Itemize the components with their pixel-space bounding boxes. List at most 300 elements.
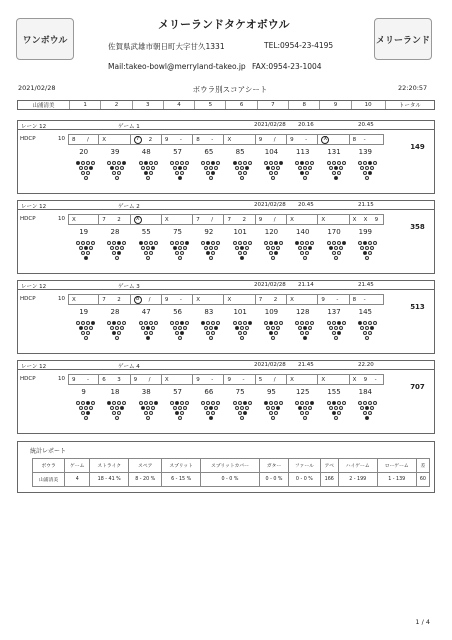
pin-marker — [91, 241, 95, 245]
throw-mark: 8 — [352, 297, 357, 303]
end-time: 21.45 — [358, 282, 374, 288]
stat-value: 60 — [416, 473, 429, 487]
pin-marker — [334, 406, 338, 410]
pin-marker — [112, 401, 116, 405]
lane-label: レーン 12 — [21, 124, 47, 130]
pin-marker — [122, 401, 126, 405]
pin-marker — [365, 416, 369, 420]
pin-marker — [185, 241, 189, 245]
frame-score: 137 — [327, 308, 341, 316]
pin-marker — [81, 161, 85, 165]
pin-marker — [235, 406, 239, 410]
pin-marker — [368, 321, 372, 325]
pin-marker — [120, 326, 124, 330]
lane-label: レーン 12 — [21, 204, 47, 210]
hdcp-value: 10 — [58, 136, 65, 142]
throw-mark: 9 — [290, 137, 294, 143]
throw-mark: - — [179, 297, 182, 303]
pin-marker — [117, 321, 121, 325]
start-time: 21.45 — [298, 362, 314, 368]
pin-marker — [180, 171, 184, 175]
pin-marker — [342, 321, 346, 325]
pin-marker — [84, 166, 88, 170]
pin-marker — [248, 401, 252, 405]
pin-marker — [144, 401, 148, 405]
pin-marker — [332, 171, 336, 175]
frame-score: 145 — [358, 308, 372, 316]
throw-mark: 9 — [196, 377, 200, 383]
throw-row — [18, 294, 434, 305]
pin-marker — [365, 336, 369, 340]
pin-diagram — [226, 400, 257, 420]
pin-marker — [269, 401, 273, 405]
stat-header: ストライク — [90, 459, 129, 473]
pin-marker — [144, 411, 148, 415]
pin-diagram — [195, 240, 226, 260]
pin-marker — [206, 401, 210, 405]
pin-marker — [363, 251, 367, 255]
throw-mark: - — [305, 137, 308, 143]
pin-marker — [360, 326, 364, 330]
pin-marker — [334, 326, 338, 330]
pin-marker — [81, 331, 85, 335]
pin-marker — [91, 161, 95, 165]
frame-score: 9 — [81, 388, 86, 396]
pin-marker — [308, 406, 312, 410]
pin-diagram — [258, 160, 289, 180]
pin-marker — [170, 161, 174, 165]
pin-marker — [368, 161, 372, 165]
frame-box — [68, 374, 99, 385]
pin-marker — [363, 241, 367, 245]
pin-marker — [91, 401, 95, 405]
pin-marker — [146, 246, 150, 250]
frame-box — [256, 294, 287, 305]
pin-marker — [243, 171, 247, 175]
pin-marker — [243, 401, 247, 405]
pin-marker — [233, 241, 237, 245]
pin-marker — [110, 246, 114, 250]
stat-header: アベ — [320, 459, 338, 473]
pin-marker — [117, 411, 121, 415]
game-block — [17, 200, 435, 274]
frame-score: 85 — [235, 148, 245, 156]
score-row — [68, 388, 381, 396]
pin-marker — [149, 251, 153, 255]
frame-score: 65 — [204, 148, 214, 156]
throw-mark: 3 — [117, 377, 121, 383]
pin-marker — [271, 166, 275, 170]
pin-marker — [144, 331, 148, 335]
throw-mark: - — [179, 137, 182, 143]
game-date: 2021/02/28 — [254, 122, 286, 128]
pin-marker — [339, 246, 343, 250]
throw-mark: X — [352, 217, 357, 223]
pin-marker — [240, 416, 244, 420]
pin-marker — [243, 241, 247, 245]
game-total: 149 — [410, 142, 425, 151]
pin-marker — [170, 321, 174, 325]
pin-diagram — [226, 320, 257, 340]
pin-marker — [214, 166, 218, 170]
pin-marker — [332, 401, 336, 405]
pin-marker — [175, 331, 179, 335]
throw-mark: X — [290, 217, 294, 223]
stat-value: 0 - 0 % — [200, 473, 259, 487]
pin-marker — [363, 411, 367, 415]
stat-header: ゲーム — [65, 459, 90, 473]
pin-marker — [173, 166, 177, 170]
pin-marker — [269, 331, 273, 335]
pin-marker — [365, 166, 369, 170]
pin-marker — [305, 411, 309, 415]
stat-header: スプリット — [162, 459, 201, 473]
pin-marker — [238, 241, 242, 245]
hdcp-value: 10 — [58, 296, 65, 302]
pin-marker — [332, 161, 336, 165]
pin-marker — [240, 336, 244, 340]
pin-marker — [266, 166, 270, 170]
frame-score: 104 — [264, 148, 279, 156]
stats-label: 統計レポート — [30, 448, 67, 455]
pin-marker — [300, 241, 304, 245]
pin-marker — [363, 321, 367, 325]
stat-value: 8 - 20 % — [129, 473, 162, 487]
frame-box — [99, 294, 130, 305]
pin-marker — [271, 176, 275, 180]
pin-marker — [81, 171, 85, 175]
pin-marker — [146, 256, 150, 260]
pin-marker — [238, 171, 242, 175]
pin-marker — [274, 251, 278, 255]
pin-marker — [274, 321, 278, 325]
end-time: 20.45 — [358, 122, 374, 128]
pin-marker — [175, 321, 179, 325]
pin-marker — [279, 161, 283, 165]
pin-marker — [120, 406, 124, 410]
pin-diagram — [258, 240, 289, 260]
pin-diagram — [195, 320, 226, 340]
throw-mark: - — [87, 377, 89, 383]
frame-score: 184 — [358, 388, 372, 396]
frame-header: 3 — [133, 101, 164, 109]
pin-marker — [154, 161, 158, 165]
pin-diagram — [320, 160, 351, 180]
pin-marker — [373, 321, 377, 325]
game-label: ゲーム 2 — [118, 204, 140, 210]
pin-marker — [115, 326, 119, 330]
throw-mark: X — [196, 297, 200, 303]
frame-box — [224, 374, 255, 385]
pin-marker — [146, 166, 150, 170]
pin-marker — [298, 246, 302, 250]
pin-marker — [308, 166, 312, 170]
pin-marker — [214, 246, 218, 250]
pin-marker — [295, 321, 299, 325]
throw-mark: 9 — [164, 297, 169, 303]
throw-mark: X — [321, 136, 329, 144]
throw-mark: X — [352, 377, 357, 383]
pin-marker — [300, 411, 304, 415]
pin-marker — [209, 336, 213, 340]
pin-marker — [368, 251, 372, 255]
frame-box — [131, 134, 162, 145]
frame-box — [224, 214, 255, 225]
pin-marker — [279, 401, 283, 405]
frame-box — [193, 294, 224, 305]
pin-marker — [337, 331, 341, 335]
pin-marker — [266, 246, 270, 250]
pin-marker — [365, 256, 369, 260]
pin-diagram — [352, 400, 383, 420]
pin-marker — [233, 321, 237, 325]
pin-marker — [303, 246, 307, 250]
pin-marker — [233, 401, 237, 405]
pin-marker — [310, 161, 314, 165]
game-header — [18, 121, 434, 130]
pin-marker — [211, 171, 215, 175]
pin-marker — [84, 176, 88, 180]
frame-score: 113 — [296, 148, 310, 156]
pin-marker — [209, 406, 213, 410]
score-row — [68, 308, 381, 316]
frame-score: 155 — [327, 388, 341, 396]
pin-marker — [76, 161, 80, 165]
frame-box — [350, 214, 384, 225]
pin-marker — [370, 166, 374, 170]
pin-marker — [141, 246, 145, 250]
pin-marker — [144, 251, 148, 255]
frame-box — [131, 294, 162, 305]
throw-mark: / — [211, 217, 214, 223]
frame-score: 125 — [296, 388, 310, 396]
stat-value: 2 - 199 — [338, 473, 377, 487]
pin-marker — [271, 256, 275, 260]
throw-mark: 7 — [196, 217, 200, 223]
pin-marker — [117, 171, 121, 175]
pin-diagram — [133, 240, 164, 260]
pin-marker — [276, 166, 280, 170]
pin-marker — [300, 171, 304, 175]
pin-marker — [84, 336, 88, 340]
pin-marker — [112, 411, 116, 415]
pin-marker — [209, 246, 213, 250]
pin-marker — [271, 246, 275, 250]
throw-mark: / — [273, 137, 276, 143]
pin-marker — [209, 166, 213, 170]
telephone: TEL:0954-23-4195 — [264, 41, 334, 50]
throw-mark: 7 — [102, 297, 106, 303]
throw-mark: 5 — [258, 377, 263, 383]
pin-marker — [329, 326, 333, 330]
pin-diagram — [164, 320, 195, 340]
pin-marker — [149, 241, 153, 245]
pin-marker — [238, 321, 242, 325]
pin-marker — [269, 171, 273, 175]
throw-mark: 2 — [273, 297, 278, 303]
frame-score: 120 — [264, 228, 279, 236]
frame-score: 139 — [358, 148, 372, 156]
pin-marker — [305, 401, 309, 405]
pin-diagram — [101, 400, 132, 420]
pin-marker — [305, 321, 309, 325]
frame-score: 66 — [204, 388, 214, 396]
pin-marker — [84, 326, 88, 330]
game-date: 2021/02/28 — [254, 202, 286, 208]
end-time: 22.20 — [358, 362, 374, 368]
pin-diagrams — [70, 240, 383, 260]
pin-marker — [107, 321, 111, 325]
pin-diagram — [226, 240, 257, 260]
pin-marker — [243, 251, 247, 255]
pin-marker — [117, 241, 121, 245]
pin-marker — [327, 321, 331, 325]
pin-diagrams — [70, 160, 383, 180]
pin-marker — [269, 161, 273, 165]
frame-score: 57 — [173, 388, 182, 396]
pin-marker — [79, 326, 83, 330]
game-label: ゲーム 3 — [118, 284, 140, 290]
pin-marker — [329, 246, 333, 250]
pin-marker — [298, 166, 302, 170]
pin-marker — [185, 161, 189, 165]
frame-score: 140 — [296, 228, 310, 236]
pin-marker — [178, 336, 182, 340]
frame-score: 20 — [79, 148, 89, 156]
pin-marker — [86, 171, 90, 175]
throw-mark: - — [374, 377, 377, 383]
frame-box — [68, 214, 99, 225]
pin-marker — [204, 166, 208, 170]
pin-marker — [240, 166, 244, 170]
game-label: ゲーム 4 — [118, 364, 140, 370]
pin-marker — [360, 246, 364, 250]
pin-marker — [329, 406, 333, 410]
throw-mark: X — [290, 297, 294, 303]
pin-marker — [264, 161, 268, 165]
stat-header: ファール — [288, 459, 320, 473]
frame-header: 2 — [101, 101, 132, 109]
throw-mark: X — [72, 217, 76, 223]
throw-mark: 7 — [258, 297, 263, 303]
pin-marker — [370, 406, 374, 410]
pin-marker — [175, 251, 179, 255]
pin-marker — [173, 246, 177, 250]
pin-marker — [115, 246, 119, 250]
frame-score: 92 — [204, 228, 214, 236]
pin-marker — [144, 321, 148, 325]
pin-marker — [358, 321, 362, 325]
pin-marker — [266, 326, 270, 330]
frame-score: 101 — [233, 228, 247, 236]
pin-marker — [79, 406, 83, 410]
frame-box — [162, 134, 193, 145]
game-block — [17, 360, 435, 434]
pin-diagram — [101, 160, 132, 180]
pin-marker — [115, 336, 119, 340]
pin-marker — [295, 161, 299, 165]
stat-value: 山浦清美 — [33, 473, 65, 487]
pin-marker — [180, 331, 184, 335]
pin-marker — [310, 401, 314, 405]
pin-marker — [110, 406, 114, 410]
frame-box — [318, 294, 349, 305]
throw-mark: 8 — [352, 137, 357, 143]
pin-marker — [235, 326, 239, 330]
pin-marker — [240, 246, 244, 250]
pin-marker — [240, 326, 244, 330]
pin-marker — [175, 401, 179, 405]
pin-marker — [334, 176, 338, 180]
stat-header: スペア — [129, 459, 162, 473]
throw-mark: 8 — [134, 296, 142, 304]
game-total: 513 — [410, 302, 425, 311]
throw-mark: 9 — [72, 377, 76, 383]
pin-marker — [305, 161, 309, 165]
throw-mark: X — [363, 217, 368, 223]
pin-marker — [144, 171, 148, 175]
frame-box — [350, 294, 384, 305]
throw-mark: X — [134, 216, 142, 224]
stat-value: 0 - 0 % — [260, 473, 289, 487]
pin-marker — [308, 246, 312, 250]
stat-header: スプリットカバー — [200, 459, 259, 473]
frame-header: 6 — [226, 101, 257, 109]
stat-value: 4 — [65, 473, 90, 487]
pin-marker — [216, 401, 220, 405]
pin-marker — [139, 161, 143, 165]
pin-marker — [271, 416, 275, 420]
frame-box — [256, 134, 287, 145]
pin-marker — [154, 321, 158, 325]
pin-marker — [332, 331, 336, 335]
pin-marker — [373, 161, 377, 165]
pin-marker — [149, 321, 153, 325]
pin-marker — [175, 161, 179, 165]
throw-mark: 9 — [258, 217, 263, 223]
pin-marker — [180, 411, 184, 415]
pin-marker — [342, 241, 346, 245]
pin-marker — [79, 246, 83, 250]
frame-score: 19 — [79, 228, 89, 236]
pin-marker — [300, 331, 304, 335]
pin-marker — [334, 166, 338, 170]
pin-marker — [235, 166, 239, 170]
pin-marker — [214, 406, 218, 410]
pin-diagram — [164, 400, 195, 420]
frame-score: 75 — [173, 228, 182, 236]
pin-marker — [175, 411, 179, 415]
pin-marker — [173, 326, 177, 330]
throw-mark: 7 — [134, 136, 142, 144]
pin-marker — [214, 326, 218, 330]
pin-diagram — [320, 320, 351, 340]
pin-marker — [303, 336, 307, 340]
pin-diagram — [133, 320, 164, 340]
pin-marker — [211, 161, 215, 165]
pin-diagram — [164, 240, 195, 260]
pin-marker — [120, 246, 124, 250]
pin-marker — [76, 401, 80, 405]
pin-marker — [334, 246, 338, 250]
pin-marker — [178, 256, 182, 260]
pin-marker — [206, 171, 210, 175]
throw-mark: X — [164, 217, 169, 223]
fax: FAX:0954-23-1004 — [252, 62, 322, 71]
hdcp-value: 10 — [58, 376, 65, 382]
pin-marker — [269, 251, 273, 255]
throw-mark: - — [211, 377, 214, 383]
